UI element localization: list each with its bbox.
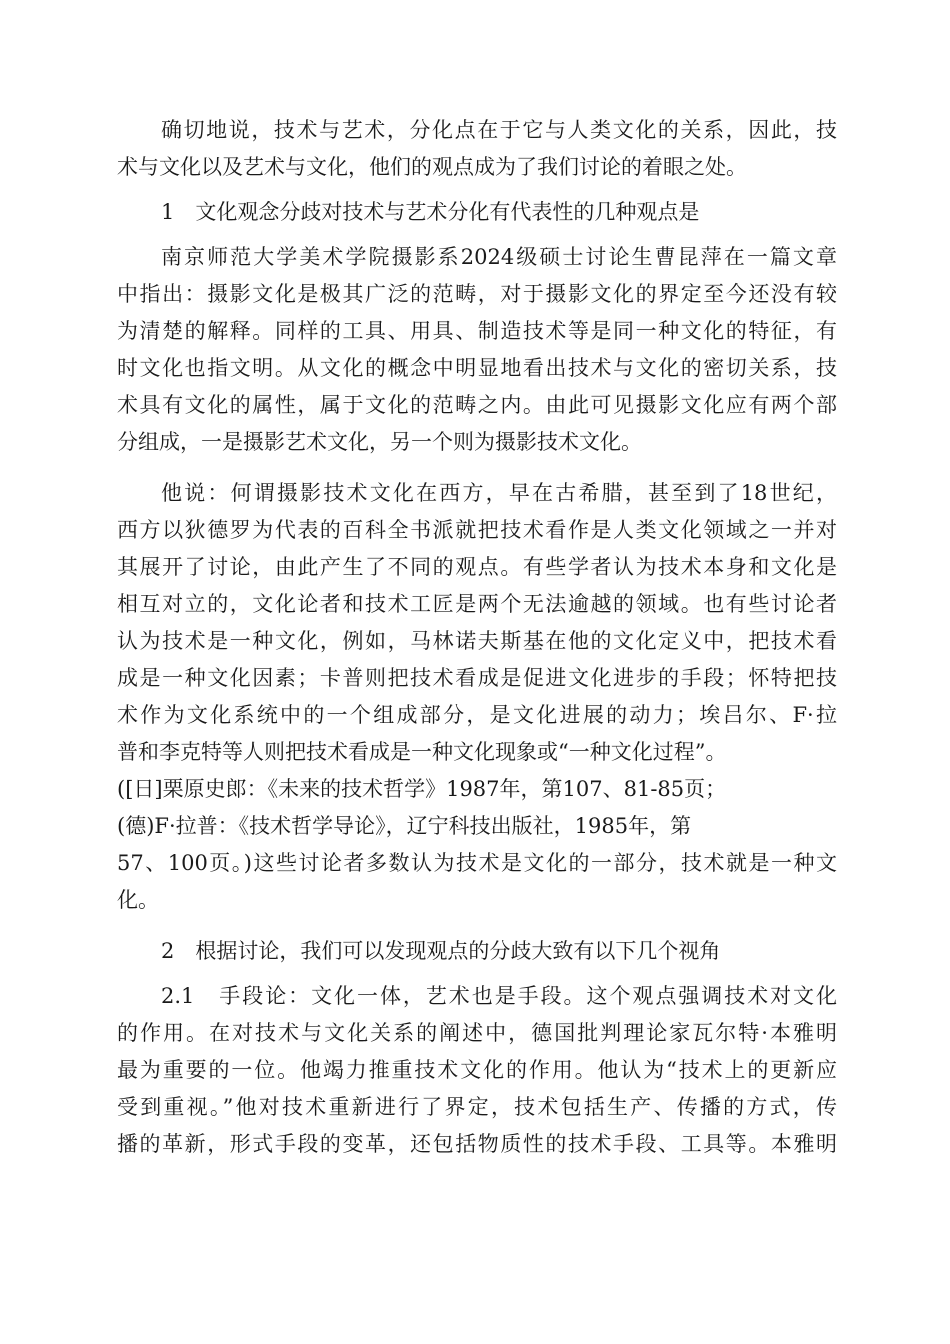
text-line: 时文化也指文明。从文化的概念中明显地看出技术与文化的密切关系，技: [117, 356, 837, 380]
text-line: 中指出：摄影文化是极其广泛的范畴，对于摄影文化的界定至今还没有较: [117, 282, 837, 306]
text-line: 为清楚的解释。同样的工具、用具、制造技术等是同一种文化的特征，有: [117, 319, 837, 343]
text-line: 播的革新，形式手段的变革，还包括物质性的技术手段、工具等。本雅明: [117, 1132, 837, 1156]
text-line: 其展开了讨论，由此产生了不同的观点。有些学者认为技术本身和文化是: [117, 555, 837, 579]
text-line: 术具有文化的属性，属于文化的范畴之内。由此可见摄影文化应有两个部: [117, 393, 837, 417]
text-line: 南京师范大学美术学院摄影系2024级硕士讨论生曹昆萍在一篇文章: [161, 245, 837, 269]
text-line: 西方以狄德罗为代表的百科全书派就把技术看作是人类文化领域之一并对: [117, 518, 837, 542]
paragraph-means-theory: [117, 978, 837, 1163]
text-line: 受到重视。”他对技术重新进行了界定，技术包括生产、传播的方式，传: [117, 1095, 837, 1119]
text-line: 最为重要的一位。他竭力推重技术文化的作用。他认为“技术上的更新应: [117, 1058, 837, 1082]
text-line: 57、100页。)这些讨论者多数认为技术是文化的一部分，技术就是一种文: [117, 851, 837, 875]
text-line: 认为技术是一种文化，例如，马林诺夫斯基在他的文化定义中，把技术看: [117, 629, 837, 653]
text-line: 普和李克特等人则把技术看成是一种文化现象或“一种文化过程”。: [117, 740, 727, 764]
text-line: 术作为文化系统中的一个组成部分，是文化进展的动力；埃吕尔、F·拉: [117, 703, 837, 727]
paragraph-intro: [117, 112, 837, 186]
paragraph-caokunping: [117, 239, 837, 461]
section-heading-1: 1 文化观念分歧对技术与艺术分化有代表性的几种观点是: [161, 200, 700, 224]
text-line: 相互对立的，文化论者和技术工匠是两个无法逾越的领域。也有些讨论者: [117, 592, 837, 616]
document-page: [117, 112, 837, 1163]
citation-line: ([日]栗原史郎：《未来的技术哲学》1987年，第107、81-85页；: [117, 777, 727, 801]
text-line: 分组成，一是摄影艺术文化，另一个则为摄影技术文化。: [117, 430, 642, 454]
text-line: 确切地说，技术与艺术，分化点在于它与人类文化的关系，因此，技: [161, 118, 837, 142]
text-line: 的作用。在对技术与文化关系的阐述中，德国批判理论家瓦尔特·本雅明: [117, 1021, 837, 1045]
text-line: 2.1 手段论：文化一体，艺术也是手段。这个观点强调技术对文化: [161, 984, 837, 1008]
text-line: 术与文化以及艺术与文化，他们的观点成为了我们讨论的着眼之处。: [117, 155, 747, 179]
text-line: 化。: [117, 888, 159, 912]
citation-line: (德)F·拉普：《技术哲学导论》，辽宁科技出版社，1985年，第: [117, 814, 692, 838]
text-line: 他说：何谓摄影技术文化在西方，早在古希腊，甚至到了18世纪，: [161, 481, 837, 505]
paragraph-western-views: [117, 475, 837, 919]
text-line: 成是一种文化因素；卡普则把技术看成是促进文化进步的手段；怀特把技: [117, 666, 837, 690]
section-heading-2: 2 根据讨论，我们可以发现观点的分歧大致有以下几个视角: [161, 939, 721, 963]
